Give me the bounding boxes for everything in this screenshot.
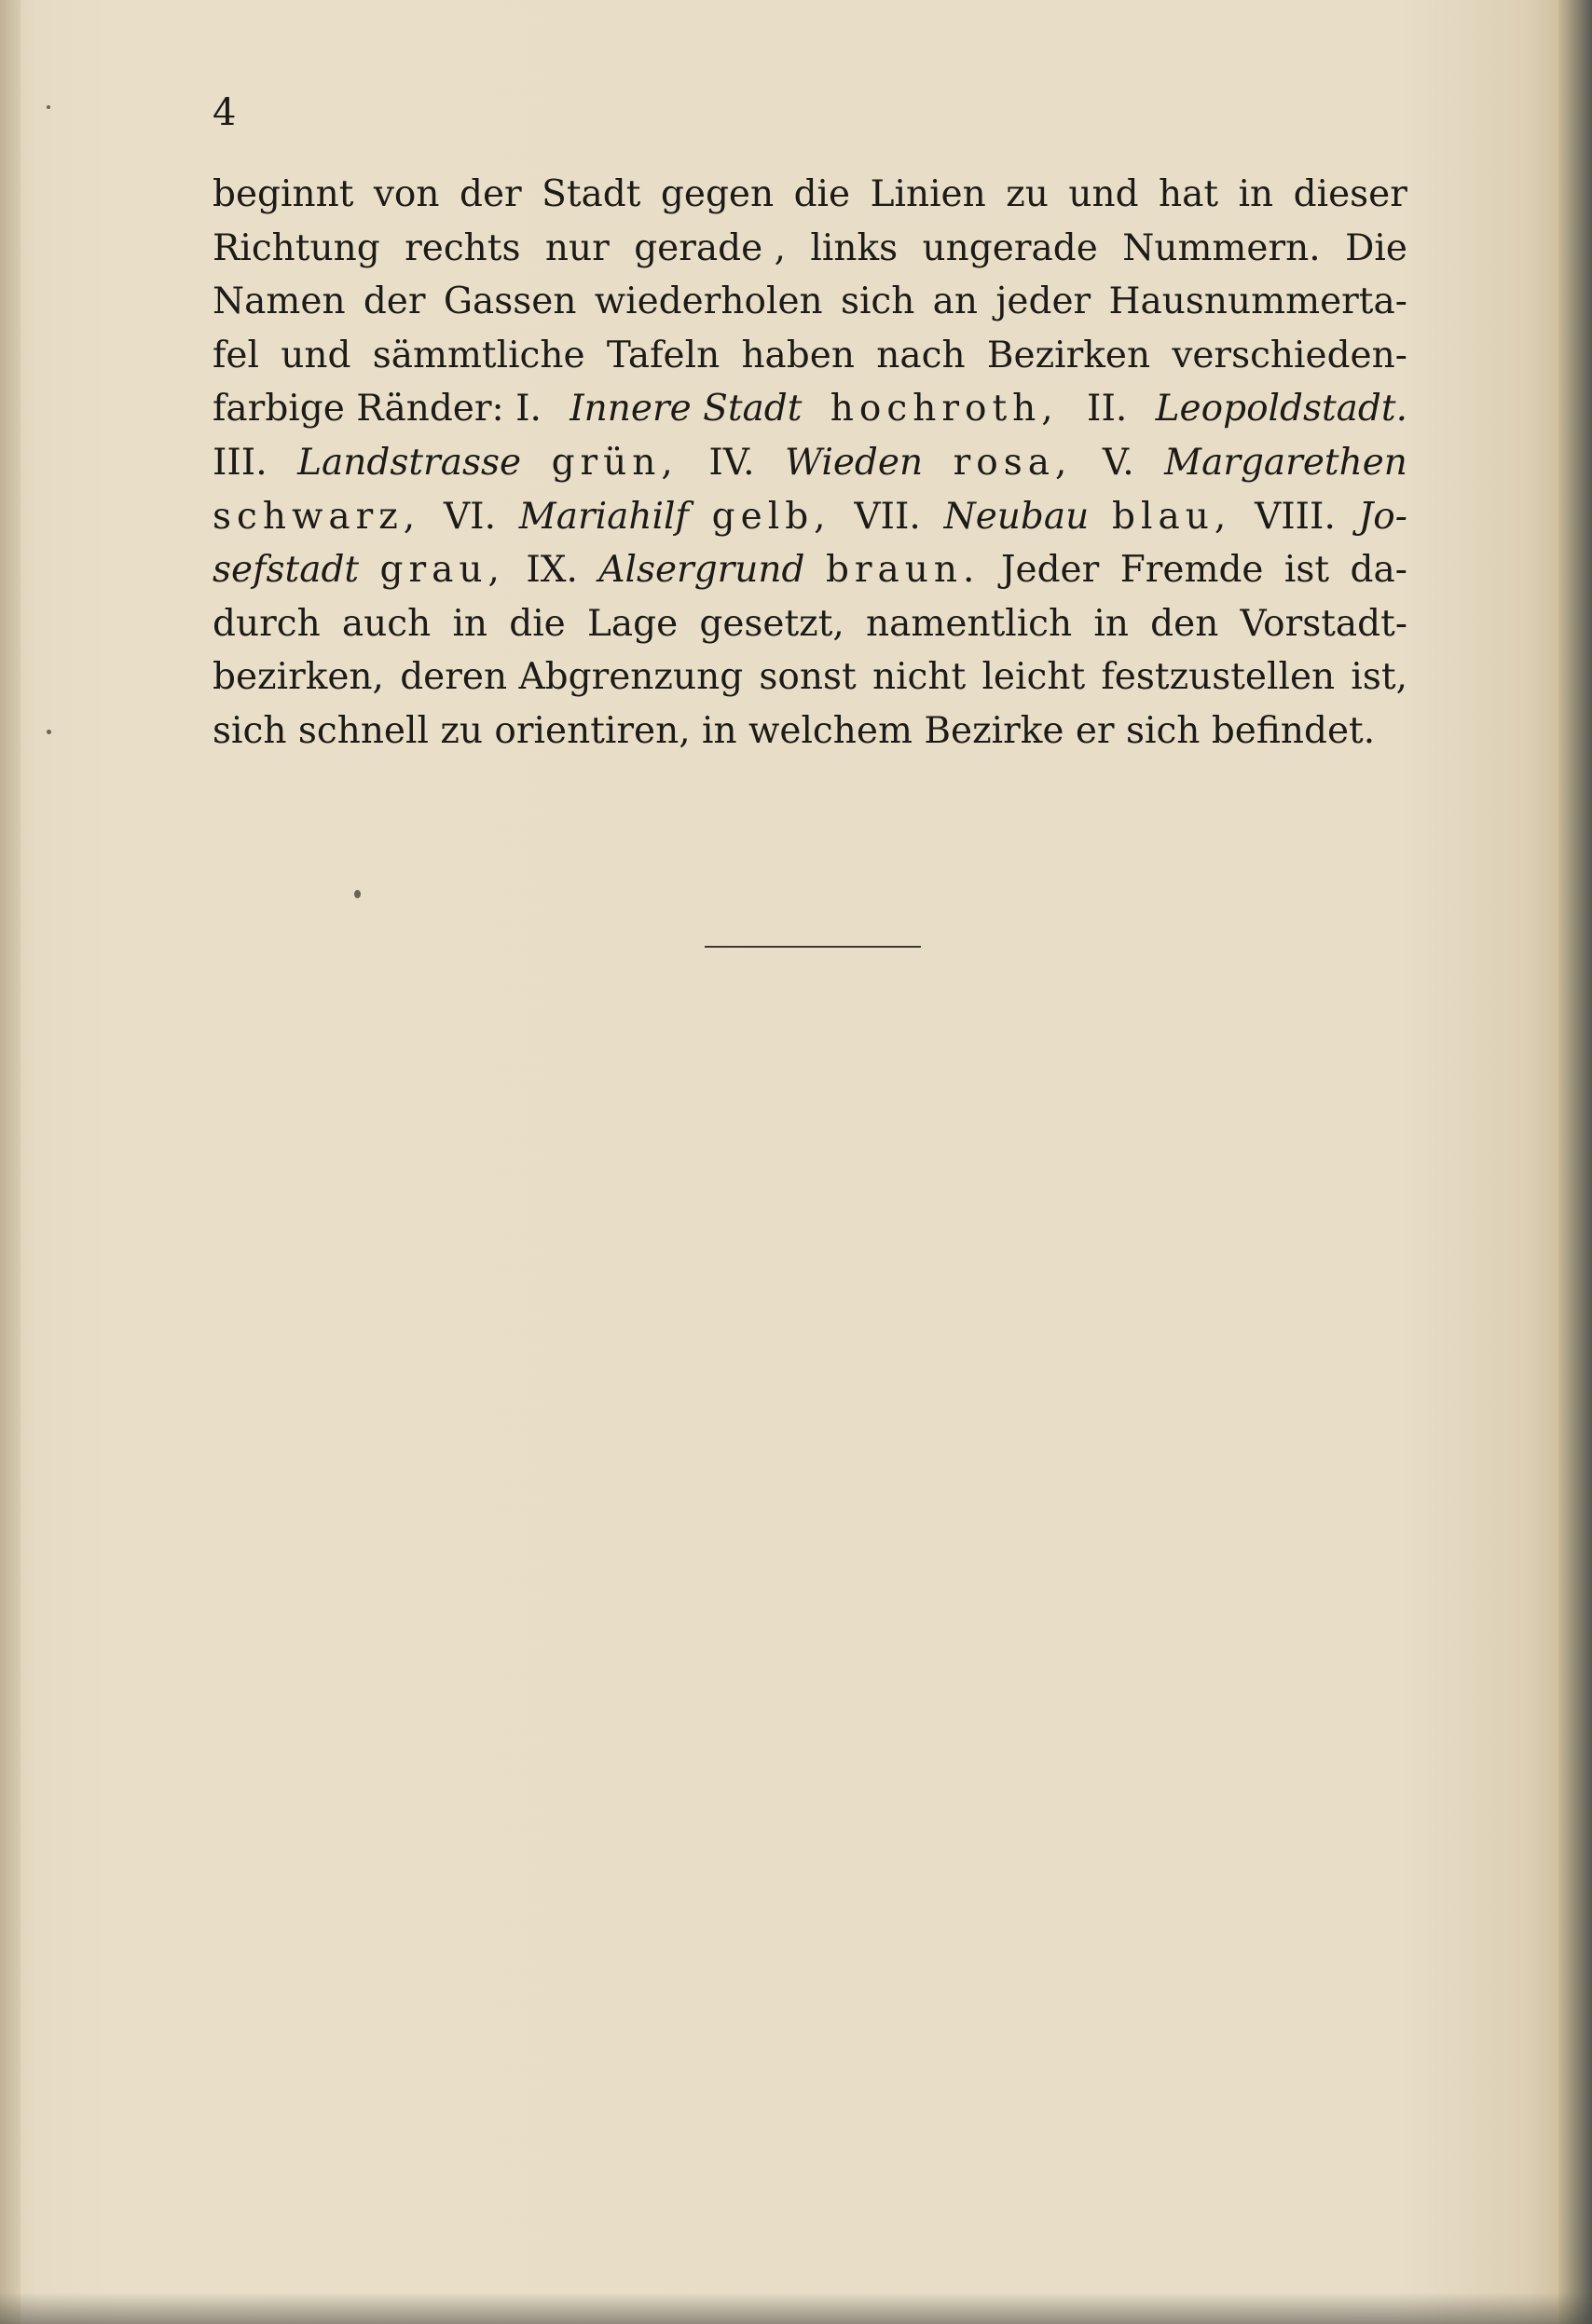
line1-word: in [1238, 173, 1274, 215]
line1-word: Linien [870, 173, 986, 215]
line5-prefix: farbige Ränder: I. [213, 388, 542, 431]
page-bottom-edge [0, 2292, 1592, 2324]
text-line-1 [213, 168, 1407, 222]
line3-word: jeder [995, 280, 1091, 323]
page-right-edge [1558, 0, 1592, 2324]
district-innere-stadt: Innere Stadt [570, 388, 803, 431]
line1-word: die [793, 173, 851, 215]
line1-word: hat [1159, 173, 1219, 215]
line3-word: Gassen [443, 280, 577, 323]
district-leopoldstadt: Leopoldstadt. [1155, 388, 1407, 431]
numeral-IV: IV. [708, 441, 755, 484]
line2-word: Die [1345, 226, 1407, 269]
paper-speck [354, 890, 361, 898]
line2-word: Richtung [213, 226, 380, 269]
line4-word: nach [876, 334, 966, 376]
line9-word: auch [341, 602, 432, 645]
line1-word: von [373, 173, 440, 215]
numeral-V: V. [1102, 441, 1134, 484]
color-gruen: grün, [551, 441, 679, 484]
line9-word: die [509, 602, 566, 645]
text-line-2 [213, 222, 1407, 276]
word-jeder: Jeder [1000, 549, 1100, 592]
text-line-8 [213, 543, 1407, 597]
reverse-page-show-through [213, 918, 1415, 970]
color-schwarz: schwarz, [213, 495, 421, 538]
line4-word: sämmtliche [372, 334, 585, 376]
line10-word: deren Abgrenzung [400, 656, 744, 699]
text-line-7 [213, 490, 1407, 544]
paper-speck [47, 105, 50, 109]
numeral-VI: VI. [444, 495, 496, 538]
district-alsergrund: Alsergrund [598, 549, 805, 592]
text-line-5 [213, 382, 1407, 436]
line1-word: dieser [1293, 173, 1407, 215]
district-josefstadt-part1: Jo- [1358, 495, 1407, 538]
color-blau: blau, [1112, 495, 1232, 538]
district-josefstadt-part2: sefstadt [213, 549, 360, 592]
line4-word: fel [213, 334, 259, 376]
line9-word: gesetzt, [699, 602, 844, 645]
numeral-II: II. [1087, 388, 1128, 431]
page-binding-edge [0, 0, 21, 2324]
text-line-10 [213, 650, 1407, 704]
line1-word: zu [1006, 173, 1049, 215]
line2-word: ungerade [922, 226, 1098, 269]
section-divider-rule [705, 946, 921, 948]
paper-speck [47, 730, 51, 734]
line1-word: beginnt [213, 173, 354, 215]
line10-word: bezirken, [213, 656, 384, 699]
line4-word: Bezirken [986, 334, 1151, 376]
line10-word: nicht [871, 656, 967, 699]
line3-word: Hausnummerta- [1108, 280, 1407, 323]
word-da: da- [1350, 549, 1407, 592]
text-line-9 [213, 597, 1407, 651]
numeral-IX: IX. [526, 549, 578, 592]
line1-word: und [1068, 173, 1139, 215]
text-line-4 [213, 329, 1407, 383]
line9-word: Lage [586, 602, 679, 645]
numeral-VII: VII. [854, 495, 921, 538]
line2-word: nur [544, 226, 610, 269]
page-number: 4 [213, 91, 237, 134]
line1-word: der [459, 173, 522, 215]
text-line-6 [213, 436, 1407, 490]
line2-word: rechts [405, 226, 521, 269]
color-grau: grau, [379, 549, 505, 592]
line9-word: den [1150, 602, 1219, 645]
line3-word: Namen [213, 280, 346, 323]
line9-word: namentlich [866, 602, 1073, 645]
text-line-11 [213, 704, 1407, 759]
color-rosa: rosa, [953, 441, 1073, 484]
body-text [213, 168, 1407, 759]
line10-word: sonst [759, 656, 857, 699]
word-ist: ist [1283, 549, 1330, 592]
district-landstrasse: Landstrasse [297, 441, 522, 484]
line9-word: in [1093, 602, 1129, 645]
district-neubau: Neubau [943, 495, 1090, 538]
line9-word: durch [213, 602, 321, 645]
line3-word: an [932, 280, 979, 323]
word-fremde: Fremde [1119, 549, 1264, 592]
district-margarethen: Margarethen [1164, 441, 1407, 484]
numeral-VIII: VIII. [1255, 495, 1336, 538]
line3-word: wiederholen [594, 280, 823, 323]
line10-word: leicht [981, 656, 1086, 699]
line1-word: Stadt [542, 173, 641, 215]
line4-word: und [281, 334, 351, 376]
line4-word: haben [741, 334, 855, 376]
text-line-3 [213, 275, 1407, 329]
color-braun: braun. [825, 549, 981, 592]
color-hochroth: hochroth, [830, 388, 1059, 431]
line10-word: festzustellen [1101, 656, 1336, 699]
line4-word: Tafeln [606, 334, 721, 376]
line2-word: gerade , [634, 226, 786, 269]
district-mariahilf: Mariahilf [518, 495, 689, 538]
line1-word: gegen [660, 173, 775, 215]
color-gelb: gelb, [711, 495, 831, 538]
line10-word: ist, [1351, 656, 1407, 699]
line2-word: Nummern. [1122, 226, 1321, 269]
district-wieden: Wieden [784, 441, 924, 484]
line9-word: in [452, 602, 488, 645]
line4-word: verschieden- [1172, 334, 1407, 376]
line9-word: Vorstadt- [1240, 602, 1407, 645]
numeral-III: III. [213, 441, 268, 484]
line3-word: sich [840, 280, 915, 323]
last-line-text: sich schnell zu orientiren, in welchem Bezirke er sich befindet. [213, 709, 1376, 752]
line3-word: der [363, 280, 426, 323]
line2-word: links [810, 226, 899, 269]
